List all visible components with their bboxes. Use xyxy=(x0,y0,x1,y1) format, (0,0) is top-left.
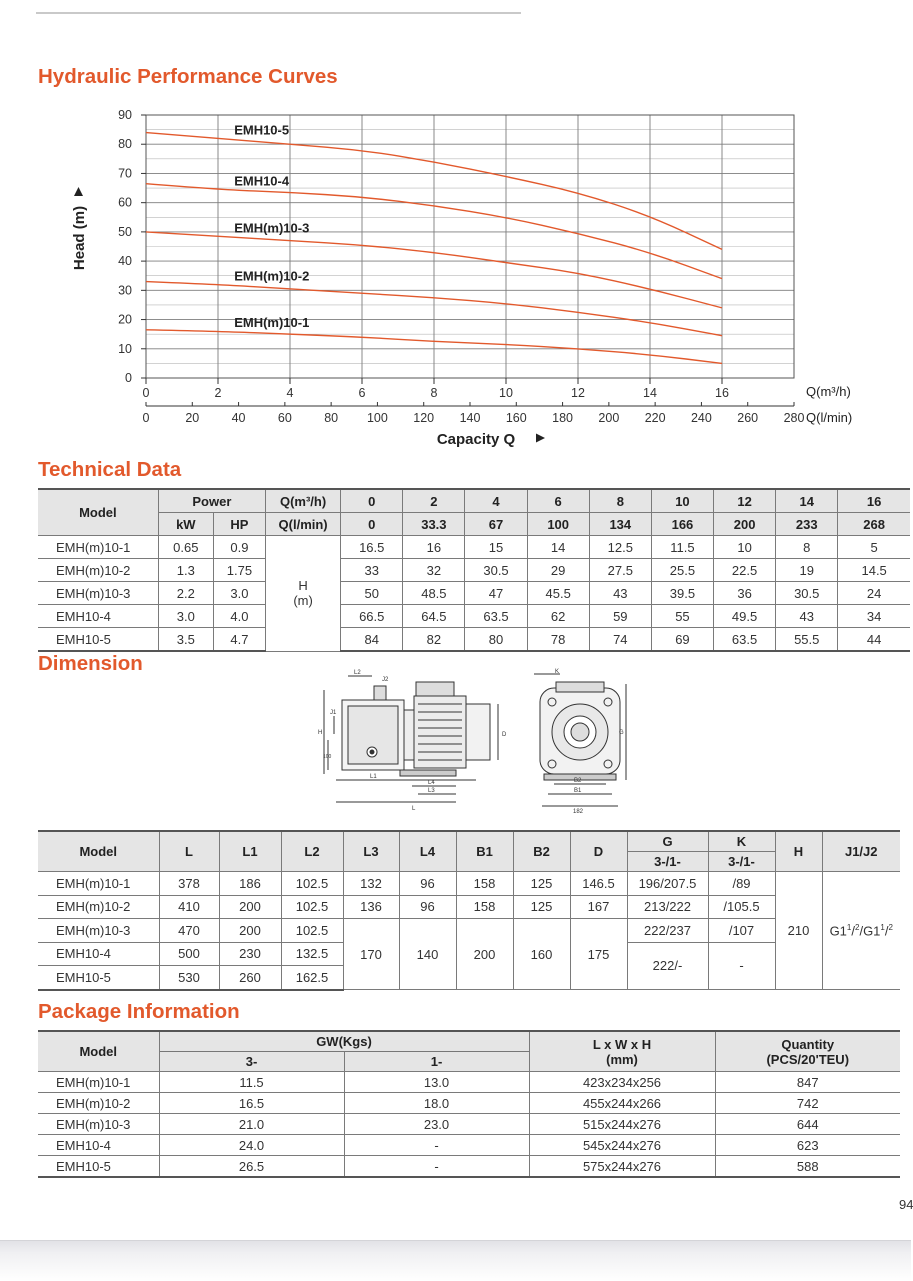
q-m3h-cell: 14 xyxy=(776,489,838,513)
q-m3h-cell: 6 xyxy=(527,489,589,513)
j-merged-cell: $G1^1/^2/G1^1/^2$ xyxy=(822,872,900,990)
y-axis-label: Head (m) xyxy=(71,205,88,271)
dim-header-b1: B1 xyxy=(456,831,513,872)
table-row xyxy=(38,1072,900,1093)
lwh-cell: 515x244x276 xyxy=(529,1114,715,1135)
pkg-header-lwh xyxy=(529,1031,715,1072)
series-label: EMH10-5 xyxy=(234,122,290,138)
head-cell: 59 xyxy=(589,605,651,628)
q-lmin-cell: 134 xyxy=(589,513,651,536)
q-m3h-cell: 2 xyxy=(403,489,465,513)
table-row xyxy=(38,1156,900,1178)
model-cell: EMH10-4 xyxy=(38,942,159,966)
q-lmin-cell: 233 xyxy=(776,513,838,536)
x-tick-label: 8 xyxy=(430,386,438,400)
header-q-lmin: Q(l/min) xyxy=(266,513,341,536)
table-row xyxy=(38,536,910,559)
pkg-header-model: Model xyxy=(38,1031,159,1072)
head-cell: 43 xyxy=(589,582,651,605)
dim-header-k-sub: 3-/1- xyxy=(708,852,775,872)
pkg-header-gw: GW(Kgs) xyxy=(159,1031,529,1052)
dim-label-d: D xyxy=(502,732,507,738)
q-m3h-cell: 16 xyxy=(838,489,910,513)
y-tick-label: 10 xyxy=(118,341,132,356)
table-row xyxy=(38,628,910,652)
b2-cell: 125 xyxy=(513,872,570,896)
x2-tick-label: 160 xyxy=(505,411,527,425)
dim-header-h: H xyxy=(775,831,822,872)
head-cell: 30.5 xyxy=(776,582,838,605)
dim-header-l3: L3 xyxy=(343,831,399,872)
q-lmin-cell: 268 xyxy=(838,513,910,536)
head-cell: 24 xyxy=(838,582,910,605)
model-cell: EMH10-4 xyxy=(38,1135,159,1156)
bottom-band xyxy=(0,1240,911,1281)
q-lmin-cell: 33.3 xyxy=(403,513,465,536)
pkg-header-gw1: 1- xyxy=(344,1052,529,1072)
kw-cell: 2.2 xyxy=(158,582,213,605)
dimension-title: Dimension xyxy=(38,652,143,675)
gw3-cell: 16.5 xyxy=(159,1093,344,1114)
l2-cell: 162.5 xyxy=(281,966,343,990)
header-power: Power xyxy=(158,489,265,513)
dim-label-k: K xyxy=(555,669,560,675)
q-m3h-cell: 10 xyxy=(651,489,713,513)
gw1-cell: 13.0 xyxy=(344,1072,529,1093)
dim-header-g: G xyxy=(627,831,708,852)
dim-label-l: L xyxy=(412,806,416,812)
pkg-header-gw3: 3- xyxy=(159,1052,344,1072)
j-value: G1 xyxy=(829,923,847,939)
b1-cell: 158 xyxy=(456,895,513,919)
gw3-cell: 26.5 xyxy=(159,1156,344,1178)
x-tick-label: 14 xyxy=(643,386,657,400)
head-cell: 14.5 xyxy=(838,559,910,582)
head-cell: 8 xyxy=(776,536,838,559)
y-tick-label: 0 xyxy=(125,371,132,385)
y-axis-title xyxy=(71,206,88,270)
pkg-header-lwh-unit: (mm) xyxy=(606,1051,638,1067)
l1-cell: 186 xyxy=(219,872,281,896)
y-tick-label: 50 xyxy=(118,224,132,239)
y-tick-label: 30 xyxy=(118,283,132,298)
b1-merged-cell: 200 xyxy=(456,919,513,990)
head-cell: 48.5 xyxy=(403,582,465,605)
g-cell: 213/222 xyxy=(627,895,708,919)
l-cell: 530 xyxy=(159,966,219,990)
table-row xyxy=(38,605,910,628)
x-tick-label: 4 xyxy=(286,386,294,400)
x2-tick-label: 100 xyxy=(366,411,388,425)
model-cell: EMH(m)10-3 xyxy=(38,1114,159,1135)
head-cell: 66.5 xyxy=(341,605,403,628)
head-cell: 16.5 xyxy=(341,536,403,559)
x2-tick-label: 180 xyxy=(552,411,574,425)
head-cell: 25.5 xyxy=(651,559,713,582)
dim-label-h: H xyxy=(318,730,323,736)
pump-front-view xyxy=(534,674,626,806)
pkg-header-qty-unit: (PCS/20'TEU) xyxy=(766,1051,850,1067)
dim-header-j: J1/J2 xyxy=(822,831,900,872)
x-tick-label: 6 xyxy=(358,386,366,400)
l2-cell: 132.5 xyxy=(281,942,343,966)
dim-header-model: Model xyxy=(38,831,159,872)
k-cell: /107 xyxy=(708,919,775,943)
l2-cell: 102.5 xyxy=(281,872,343,896)
hp-cell: 1.75 xyxy=(213,559,265,582)
x2-tick-label: 240 xyxy=(690,411,712,425)
head-cell: 78 xyxy=(527,628,589,652)
head-cell: 36 xyxy=(714,582,776,605)
head-cell: 43 xyxy=(776,605,838,628)
page-number: 94 xyxy=(899,1197,913,1212)
h-label: H xyxy=(298,578,308,594)
lwh-cell: 455x244x266 xyxy=(529,1093,715,1114)
head-cell: 63.5 xyxy=(465,605,527,628)
table-row xyxy=(38,872,900,896)
head-cell: 50 xyxy=(341,582,403,605)
x-tick-label: 10 xyxy=(499,386,513,400)
b2-cell: 125 xyxy=(513,895,570,919)
l1-cell: 200 xyxy=(219,919,281,943)
series-label: EMH(m)10-1 xyxy=(234,315,310,331)
pump-side-view xyxy=(324,676,498,802)
x-unit-secondary: Q(l/min) xyxy=(806,410,853,425)
header-q-m3h: Q(m³/h) xyxy=(266,489,341,513)
head-cell: 55.5 xyxy=(776,628,838,652)
head-cell: 82 xyxy=(403,628,465,652)
y-tick-label: 40 xyxy=(118,254,132,269)
head-cell: 11.5 xyxy=(651,536,713,559)
table-row xyxy=(38,1114,900,1135)
head-cell: 15 xyxy=(465,536,527,559)
x2-tick-label: 20 xyxy=(185,411,200,425)
head-cell: 12.5 xyxy=(589,536,651,559)
head-cell: 45.5 xyxy=(527,582,589,605)
head-cell: 10 xyxy=(714,536,776,559)
performance-chart xyxy=(0,98,911,458)
g-cell: 196/207.5 xyxy=(627,872,708,896)
package-title: Package Information xyxy=(38,1000,240,1023)
j-value-2: G1 xyxy=(863,923,881,939)
b1-cell: 158 xyxy=(456,872,513,896)
gw3-cell: 11.5 xyxy=(159,1072,344,1093)
gw1-cell: - xyxy=(344,1135,529,1156)
d-merged-cell: 175 xyxy=(570,919,627,990)
pkg-header-qty-label: Quantity xyxy=(781,1036,835,1052)
hp-cell: 3.0 xyxy=(213,582,265,605)
d-cell: 146.5 xyxy=(570,872,627,896)
lwh-cell: 545x244x276 xyxy=(529,1135,715,1156)
technical-title: Technical Data xyxy=(38,458,182,481)
table-row xyxy=(38,582,910,605)
dim-header-l2: L2 xyxy=(281,831,343,872)
x2-tick-label: 200 xyxy=(598,411,620,425)
series-label: EMH(m)10-2 xyxy=(234,268,310,284)
kw-cell: 3.5 xyxy=(158,628,213,652)
h-unit-cell xyxy=(266,536,341,652)
q-m3h-cell: 12 xyxy=(714,489,776,513)
model-cell: EMH(m)10-2 xyxy=(38,895,159,919)
head-cell: 29 xyxy=(527,559,589,582)
table-row xyxy=(38,1135,900,1156)
x-unit-primary: Q(m³/h) xyxy=(806,384,851,399)
b2-merged-cell: 160 xyxy=(513,919,570,990)
model-cell: EMH(m)10-2 xyxy=(38,559,158,582)
g-cell: 222/237 xyxy=(627,919,708,943)
qty-cell: 623 xyxy=(715,1135,900,1156)
top-divider xyxy=(36,12,521,14)
qty-cell: 644 xyxy=(715,1114,900,1135)
dim-label-l4: L4 xyxy=(428,780,435,786)
x-tick-label: 16 xyxy=(715,386,729,400)
table-row xyxy=(38,895,900,919)
y-tick-label: 70 xyxy=(118,166,132,181)
k-merged-cell: - xyxy=(708,942,775,990)
x2-tick-label: 140 xyxy=(459,411,481,425)
x2-tick-label: 0 xyxy=(142,411,150,425)
x2-tick-label: 120 xyxy=(413,411,435,425)
x-axis-arrow-icon xyxy=(536,434,545,443)
dim-header-b2: B2 xyxy=(513,831,570,872)
dim-label-l2: L2 xyxy=(354,670,361,676)
q-lmin-cell: 100 xyxy=(527,513,589,536)
kw-cell: 0.65 xyxy=(158,536,213,559)
y-tick-label: 80 xyxy=(118,137,132,152)
hp-cell: 4.7 xyxy=(213,628,265,652)
dim-label-j1: J1 xyxy=(330,710,337,716)
d-cell: 167 xyxy=(570,895,627,919)
chart-grid xyxy=(141,115,794,406)
x2-tick-label: 60 xyxy=(277,411,292,425)
gw1-cell: 23.0 xyxy=(344,1114,529,1135)
dim-label-182: 182 xyxy=(573,809,584,815)
l4-cell: 96 xyxy=(399,872,456,896)
dim-label-g: G xyxy=(619,730,624,736)
qty-cell: 847 xyxy=(715,1072,900,1093)
l3-cell: 132 xyxy=(343,872,399,896)
dim-header-d: D xyxy=(570,831,627,872)
kw-cell: 1.3 xyxy=(158,559,213,582)
head-cell: 5 xyxy=(838,536,910,559)
x-axis-label: Capacity Q xyxy=(436,431,516,448)
head-cell: 49.5 xyxy=(714,605,776,628)
q-lmin-cell: 166 xyxy=(651,513,713,536)
model-cell: EMH(m)10-3 xyxy=(38,919,159,943)
q-m3h-cell: 4 xyxy=(465,489,527,513)
table-row xyxy=(38,919,900,943)
pkg-header-qty xyxy=(715,1031,900,1072)
l4-merged-cell: 140 xyxy=(399,919,456,990)
pkg-header-lwh-label: L x W x H xyxy=(592,1036,652,1052)
l-cell: 378 xyxy=(159,872,219,896)
series-label: EMH(m)10-3 xyxy=(234,220,310,236)
model-cell: EMH(m)10-1 xyxy=(38,872,159,896)
k-cell: /89 xyxy=(708,872,775,896)
model-cell: EMH10-5 xyxy=(38,628,158,652)
model-cell: EMH10-5 xyxy=(38,966,159,990)
technical-data-table xyxy=(38,488,910,652)
head-cell: 62 xyxy=(527,605,589,628)
head-cell: 47 xyxy=(465,582,527,605)
head-cell: 34 xyxy=(838,605,910,628)
dim-label-l1: L1 xyxy=(370,774,377,780)
x2-tick-label: 40 xyxy=(231,411,246,425)
head-cell: 33 xyxy=(341,559,403,582)
x2-tick-label: 260 xyxy=(737,411,759,425)
package-table xyxy=(38,1030,900,1178)
dim-header-g-sub: 3-/1- xyxy=(627,852,708,872)
dim-header-l: L xyxy=(159,831,219,872)
x-tick-label: 2 xyxy=(214,386,222,400)
l1-cell: 200 xyxy=(219,895,281,919)
dim-header-l1: L1 xyxy=(219,831,281,872)
g-merged-cell: 222/- xyxy=(627,942,708,990)
head-cell: 22.5 xyxy=(714,559,776,582)
model-cell: EMH(m)10-3 xyxy=(38,582,158,605)
x2-tick-label: 80 xyxy=(324,411,339,425)
qty-cell: 742 xyxy=(715,1093,900,1114)
l-cell: 470 xyxy=(159,919,219,943)
dim-label-l3: L3 xyxy=(428,788,435,794)
lwh-cell: 423x234x256 xyxy=(529,1072,715,1093)
q-m3h-cell: 8 xyxy=(589,489,651,513)
head-cell: 19 xyxy=(776,559,838,582)
head-cell: 39.5 xyxy=(651,582,713,605)
header-hp: HP xyxy=(213,513,265,536)
series-label: EMH10-4 xyxy=(234,173,290,189)
lwh-cell: 575x244x276 xyxy=(529,1156,715,1178)
head-cell: 30.5 xyxy=(465,559,527,582)
table-row xyxy=(38,1093,900,1114)
y-tick-label: 60 xyxy=(118,195,132,210)
gw3-cell: 21.0 xyxy=(159,1114,344,1135)
header-model: Model xyxy=(38,489,158,536)
q-lmin-cell: 67 xyxy=(465,513,527,536)
q-lmin-cell: 0 xyxy=(341,513,403,536)
y-axis-arrow-icon xyxy=(74,187,83,196)
l-cell: 500 xyxy=(159,942,219,966)
dim-header-l4: L4 xyxy=(399,831,456,872)
k-cell: /105.5 xyxy=(708,895,775,919)
table-row xyxy=(38,559,910,582)
hp-cell: 0.9 xyxy=(213,536,265,559)
head-cell: 14 xyxy=(527,536,589,559)
head-cell: 74 xyxy=(589,628,651,652)
head-cell: 27.5 xyxy=(589,559,651,582)
l3-cell: 136 xyxy=(343,895,399,919)
l3-merged-cell: 170 xyxy=(343,919,399,990)
head-cell: 44 xyxy=(838,628,910,652)
qty-cell: 588 xyxy=(715,1156,900,1178)
curves-title: Hydraulic Performance Curves xyxy=(38,65,338,88)
l4-cell: 96 xyxy=(399,895,456,919)
dim-label-b2: B2 xyxy=(574,778,582,784)
l2-cell: 102.5 xyxy=(281,895,343,919)
l1-cell: 230 xyxy=(219,942,281,966)
dim-label-100: 100 xyxy=(323,754,332,760)
head-cell: 84 xyxy=(341,628,403,652)
gw1-cell: 18.0 xyxy=(344,1093,529,1114)
head-cell: 55 xyxy=(651,605,713,628)
dimension-table xyxy=(38,830,900,991)
model-cell: EMH10-4 xyxy=(38,605,158,628)
l-cell: 410 xyxy=(159,895,219,919)
y-tick-label: 90 xyxy=(118,108,132,122)
dim-label-b1: B1 xyxy=(574,788,582,794)
header-kw: kW xyxy=(158,513,213,536)
q-lmin-cell: 200 xyxy=(714,513,776,536)
hp-cell: 4.0 xyxy=(213,605,265,628)
chart-labels xyxy=(118,108,804,425)
head-cell: 69 xyxy=(651,628,713,652)
model-cell: EMH(m)10-2 xyxy=(38,1093,159,1114)
dim-label-j2: J2 xyxy=(382,677,389,683)
x2-tick-label: 220 xyxy=(644,411,666,425)
model-cell: EMH(m)10-1 xyxy=(38,536,158,559)
dim-header-k: K xyxy=(708,831,775,852)
model-cell: EMH10-5 xyxy=(38,1156,159,1178)
model-cell: EMH(m)10-1 xyxy=(38,1072,159,1093)
y-tick-label: 20 xyxy=(118,312,132,327)
q-m3h-cell: 0 xyxy=(341,489,403,513)
l2-cell: 102.5 xyxy=(281,919,343,943)
gw3-cell: 24.0 xyxy=(159,1135,344,1156)
pump-dimension-drawing xyxy=(300,670,640,820)
x-tick-label: 0 xyxy=(142,386,150,400)
head-cell: 64.5 xyxy=(403,605,465,628)
kw-cell: 3.0 xyxy=(158,605,213,628)
x-tick-label: 12 xyxy=(571,386,585,400)
head-cell: 63.5 xyxy=(714,628,776,652)
head-cell: 32 xyxy=(403,559,465,582)
x2-tick-label: 280 xyxy=(783,411,805,425)
gw1-cell: - xyxy=(344,1156,529,1178)
h-unit: (m) xyxy=(293,593,313,609)
head-cell: 80 xyxy=(465,628,527,652)
l1-cell: 260 xyxy=(219,966,281,990)
h-merged-cell: 210 xyxy=(775,872,822,990)
head-cell: 16 xyxy=(403,536,465,559)
